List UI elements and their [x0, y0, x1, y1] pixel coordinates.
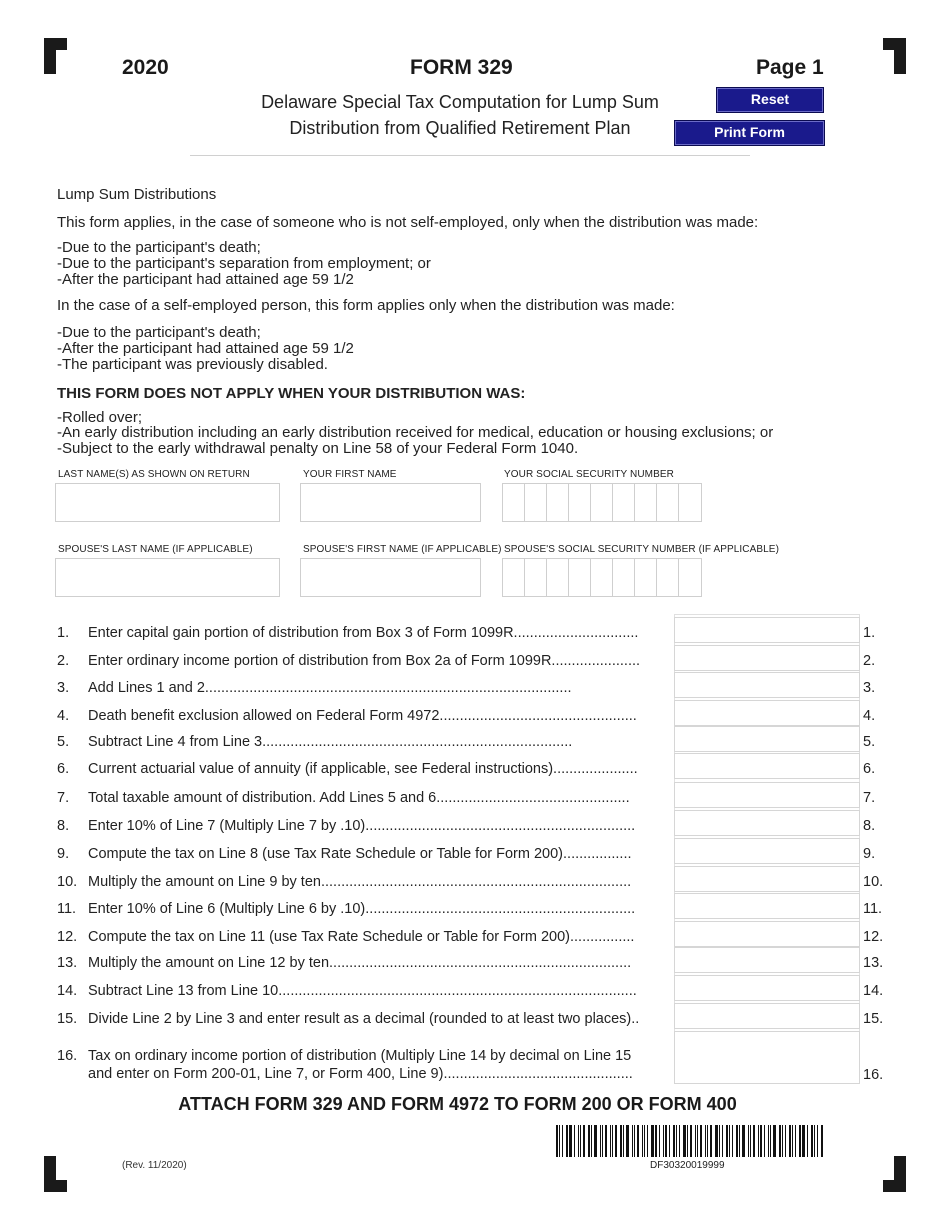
line-4-amount-input[interactable]	[674, 700, 860, 726]
line-description: Compute the tax on Line 11 (use Tax Rate Schedule or Table for Form 200)................	[88, 929, 635, 945]
line-number-right: 10.	[863, 874, 884, 890]
corner-notch	[56, 50, 67, 74]
form-year: 2020	[122, 56, 169, 79]
line-number-right: 4.	[863, 708, 876, 724]
intro-list-3-item: -Subject to the early withdrawal penalty on Line 58 of your Federal Form 1040.	[57, 440, 579, 457]
line-number-right: 14.	[863, 983, 884, 999]
line-number-right: 6.	[863, 761, 876, 777]
line-description: Divide Line 2 by Line 3 and enter result as a decimal (rounded to at least two places)..	[88, 1011, 640, 1027]
line-15-amount-input[interactable]	[674, 1003, 860, 1029]
intro-list-1-item: -After the participant had attained age 59 1/2	[57, 271, 354, 288]
line-description: Multiply the amount on Line 9 by ten.............................................................................	[88, 874, 632, 890]
line-number-right: 8.	[863, 818, 876, 834]
intro-list-3-item: -An early distribution including an early distribution received for medical, education or housing exclusions; or	[57, 424, 774, 441]
corner-notch	[56, 1156, 67, 1180]
intro-heading: Lump Sum Distributions	[57, 186, 217, 203]
line-number: 8.	[57, 818, 70, 834]
line-description: Tax on ordinary income portion of distribution (Multiply Line 14 by decimal on Line 15	[88, 1048, 632, 1064]
line-number-right: 11.	[863, 901, 883, 917]
line-number: 12.	[57, 929, 78, 945]
line-number-right: 2.	[863, 653, 876, 669]
barcode-text: DF30320019999	[650, 1160, 725, 1171]
print-form-button[interactable]: Print Form	[674, 120, 825, 146]
line-description: Enter 10% of Line 7 (Multiply Line 7 by .10)...................................................................	[88, 818, 636, 834]
line-number: 13.	[57, 955, 78, 971]
header-divider	[190, 155, 750, 156]
line-description: Enter capital gain portion of distribution from Box 3 of Form 1099R...............................	[88, 625, 639, 641]
last-name-input[interactable]	[55, 483, 280, 522]
line-5-amount-input[interactable]	[674, 726, 860, 752]
line-8-amount-input[interactable]	[674, 810, 860, 836]
line-number: 16.	[57, 1048, 78, 1064]
line-14-amount-input[interactable]	[674, 975, 860, 1001]
form-title-line1: Delaware Special Tax Computation for Lump Sum	[261, 92, 659, 112]
line-number: 10.	[57, 874, 78, 890]
form-title	[230, 89, 690, 141]
intro-paragraph-1: This form applies, in the case of someone who is not self-employed, only when the distribution was made:	[57, 214, 759, 231]
barcode	[556, 1125, 826, 1157]
ssn-label: YOUR SOCIAL SECURITY NUMBER	[504, 469, 674, 480]
line-number: 5.	[57, 734, 70, 750]
line-11-amount-input[interactable]	[674, 893, 860, 919]
line-13-amount-input[interactable]	[674, 947, 860, 973]
line-number: 3.	[57, 680, 70, 696]
line-3-amount-input[interactable]	[674, 672, 860, 698]
line-number-right: 1.	[863, 625, 876, 641]
line-description: Current actuarial value of annuity (if applicable, see Federal instructions).....................	[88, 761, 638, 777]
line-number-right: 12.	[863, 929, 884, 945]
line-7-amount-input[interactable]	[674, 782, 860, 808]
corner-notch	[883, 50, 894, 74]
line-number-right: 9.	[863, 846, 876, 862]
line-number-right: 13.	[863, 955, 884, 971]
line-description-continued: and enter on Form 200-01, Line 7, or Form 400, Line 9)...............................................	[88, 1066, 633, 1082]
line-10-amount-input[interactable]	[674, 866, 860, 892]
line-6-amount-input[interactable]	[674, 753, 860, 779]
page-number: Page 1	[756, 56, 824, 79]
line-16-amount-input[interactable]	[674, 1031, 860, 1084]
line-9-amount-input[interactable]	[674, 838, 860, 864]
line-description: Subtract Line 13 from Line 10.........................................................................................	[88, 983, 637, 999]
reset-button[interactable]: Reset	[716, 87, 824, 113]
intro-list-2-item: -After the participant had attained age 59 1/2	[57, 340, 354, 357]
corner-notch	[883, 1156, 894, 1180]
line-number: 15.	[57, 1011, 78, 1027]
spouse-ssn-input[interactable]	[502, 558, 702, 597]
form-title-line2: Distribution from Qualified Retirement Plan	[289, 118, 631, 138]
line-12-amount-input[interactable]	[674, 921, 860, 947]
line-description: Enter 10% of Line 6 (Multiply Line 6 by .10)...................................................................	[88, 901, 636, 917]
last-name-label: LAST NAME(S) AS SHOWN ON RETURN	[58, 469, 250, 480]
line-1-amount-input[interactable]	[674, 617, 860, 643]
line-number: 9.	[57, 846, 70, 862]
line-number: 7.	[57, 790, 70, 806]
line-number-right: 7.	[863, 790, 876, 806]
spouse-last-name-label: SPOUSE'S LAST NAME (IF APPLICABLE)	[58, 544, 253, 555]
line-description: Death benefit exclusion allowed on Federal Form 4972.................................................	[88, 708, 637, 724]
intro-list-2-item: -Due to the participant's death;	[57, 324, 261, 341]
line-number: 4.	[57, 708, 70, 724]
intro-paragraph-2: In the case of a self-employed person, this form applies only when the distribution was made:	[57, 297, 675, 314]
line-number-right: 16.	[863, 1067, 884, 1083]
spouse-ssn-label: SPOUSE'S SOCIAL SECURITY NUMBER (IF APPLICABLE)	[504, 544, 780, 555]
form-number: FORM 329	[410, 56, 513, 79]
first-name-input[interactable]	[300, 483, 481, 522]
intro-list-3-item: -Rolled over;	[57, 409, 143, 426]
line-description: Add Lines 1 and 2...........................................................................................	[88, 680, 572, 696]
line-description: Enter ordinary income portion of distribution from Box 2a of Form 1099R......................	[88, 653, 641, 669]
line-number: 1.	[57, 625, 70, 641]
intro-list-2-item: -The participant was previously disabled.	[57, 356, 328, 373]
intro-list-1-item: -Due to the participant's death;	[57, 239, 261, 256]
line-number-right: 3.	[863, 680, 876, 696]
ssn-input[interactable]	[502, 483, 702, 522]
spouse-last-name-input[interactable]	[55, 558, 280, 597]
spouse-first-name-label: SPOUSE'S FIRST NAME (IF APPLICABLE)	[303, 544, 502, 555]
line-description: Total taxable amount of distribution. Add Lines 5 and 6................................................	[88, 790, 630, 806]
line-number: 11.	[57, 901, 77, 917]
line-2-amount-input[interactable]	[674, 645, 860, 671]
first-name-label: YOUR FIRST NAME	[303, 469, 397, 480]
line-description: Multiply the amount on Line 12 by ten...........................................................................	[88, 955, 632, 971]
line-number: 6.	[57, 761, 70, 777]
line-number: 2.	[57, 653, 70, 669]
line-number-right: 15.	[863, 1011, 884, 1027]
warning-heading: THIS FORM DOES NOT APPLY WHEN YOUR DISTRIBUTION WAS:	[57, 385, 526, 402]
revision-date: (Rev. 11/2020)	[122, 1160, 187, 1171]
line-description: Subtract Line 4 from Line 3.............................................................................	[88, 734, 573, 750]
line-description: Compute the tax on Line 8 (use Tax Rate Schedule or Table for Form 200).................	[88, 846, 632, 862]
spouse-first-name-input[interactable]	[300, 558, 481, 597]
intro-list-1-item: -Due to the participant's separation from employment; or	[57, 255, 431, 272]
line-number-right: 5.	[863, 734, 876, 750]
line-number: 14.	[57, 983, 78, 999]
attach-instruction: ATTACH FORM 329 AND FORM 4972 TO FORM 200 OR FORM 400	[178, 1094, 737, 1114]
